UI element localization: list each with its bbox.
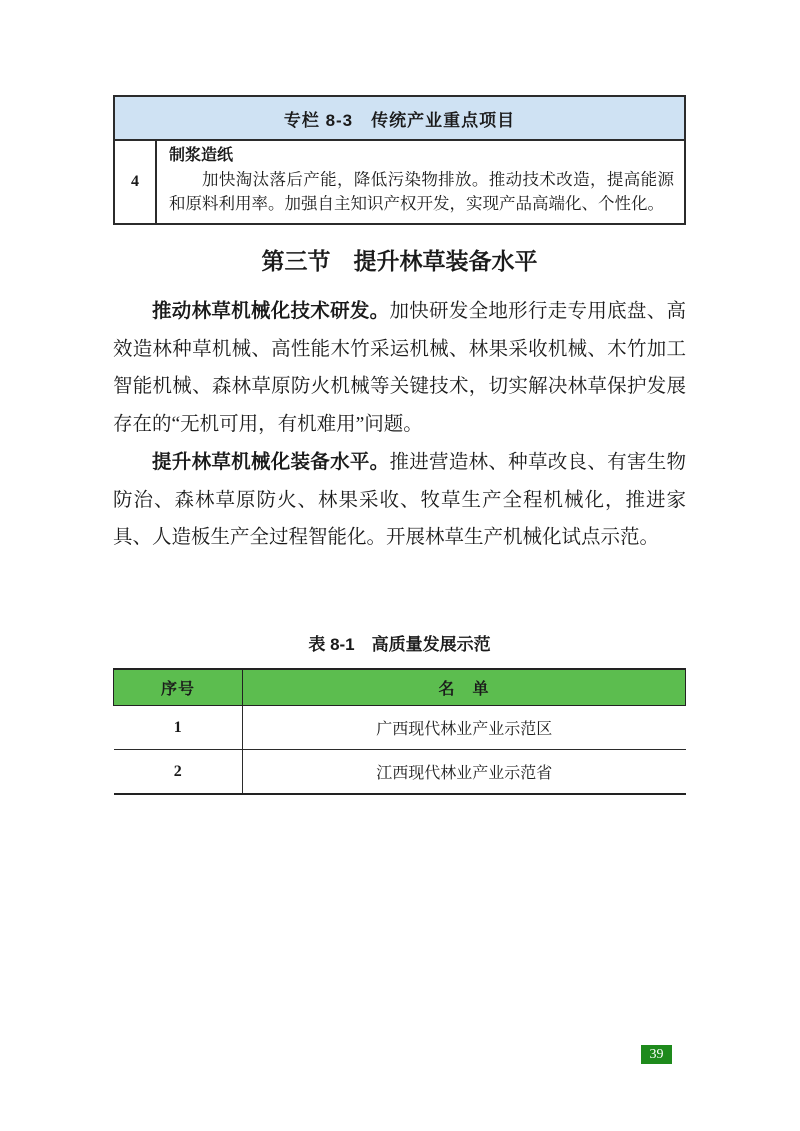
cell-name: 广西现代林业产业示范区 xyxy=(243,706,686,750)
paragraph-body: 加快研发全地形行走专用底盘、高效造林种草机械、高性能木竹采运机械、林果采收机械、木竹加工智能机械、森林草原防火机械等关键技术，切实解决林草保护发展存在的“无机可用，有机难用”问题。 xyxy=(113,301,686,435)
cell-number: 1 xyxy=(114,706,243,750)
cell-number: 2 xyxy=(114,750,243,795)
table-row xyxy=(115,141,684,223)
cell-name: 江西现代林业产业示范省 xyxy=(243,750,686,795)
table-row xyxy=(114,706,686,750)
row-body-cell xyxy=(157,141,684,223)
section-heading: 第三节 提升林草装备水平 xyxy=(261,248,538,274)
paragraph-lead: 推动林草机械化技术研发。 xyxy=(152,301,390,322)
page-number-badge: 39 xyxy=(641,1045,672,1064)
table-header-row xyxy=(114,669,686,706)
header-cell-number: 序号 xyxy=(114,669,243,706)
paragraph xyxy=(113,293,686,443)
row-text: 加快淘汰落后产能，降低污染物排放。推动技术改造，提高能源和原料利用率。加强自主知识产权开发，实现产品高端化、个性化。 xyxy=(169,170,674,213)
paragraph xyxy=(113,444,686,557)
paragraph-body: 推进营造林、种草改良、有害生物防治、森林草原防火、林果采收、牧草生产全程机械化，推进家具、人造板生产全过程智能化。开展林草生产机械化试点示范。 xyxy=(113,452,686,548)
demo-table xyxy=(113,668,686,795)
row-title: 制浆造纸 xyxy=(169,147,234,164)
table-row xyxy=(114,750,686,795)
body-text xyxy=(113,293,686,557)
row-number-cell: 4 xyxy=(115,141,157,223)
column-box-title: 专栏 8-3 传统产业重点项目 xyxy=(115,97,684,141)
header-cell-name: 名 单 xyxy=(243,669,686,706)
column-box-table xyxy=(113,95,686,225)
paragraph-lead: 提升林草机械化装备水平。 xyxy=(152,452,390,473)
table-caption: 表 8-1 高质量发展示范 xyxy=(308,635,491,654)
